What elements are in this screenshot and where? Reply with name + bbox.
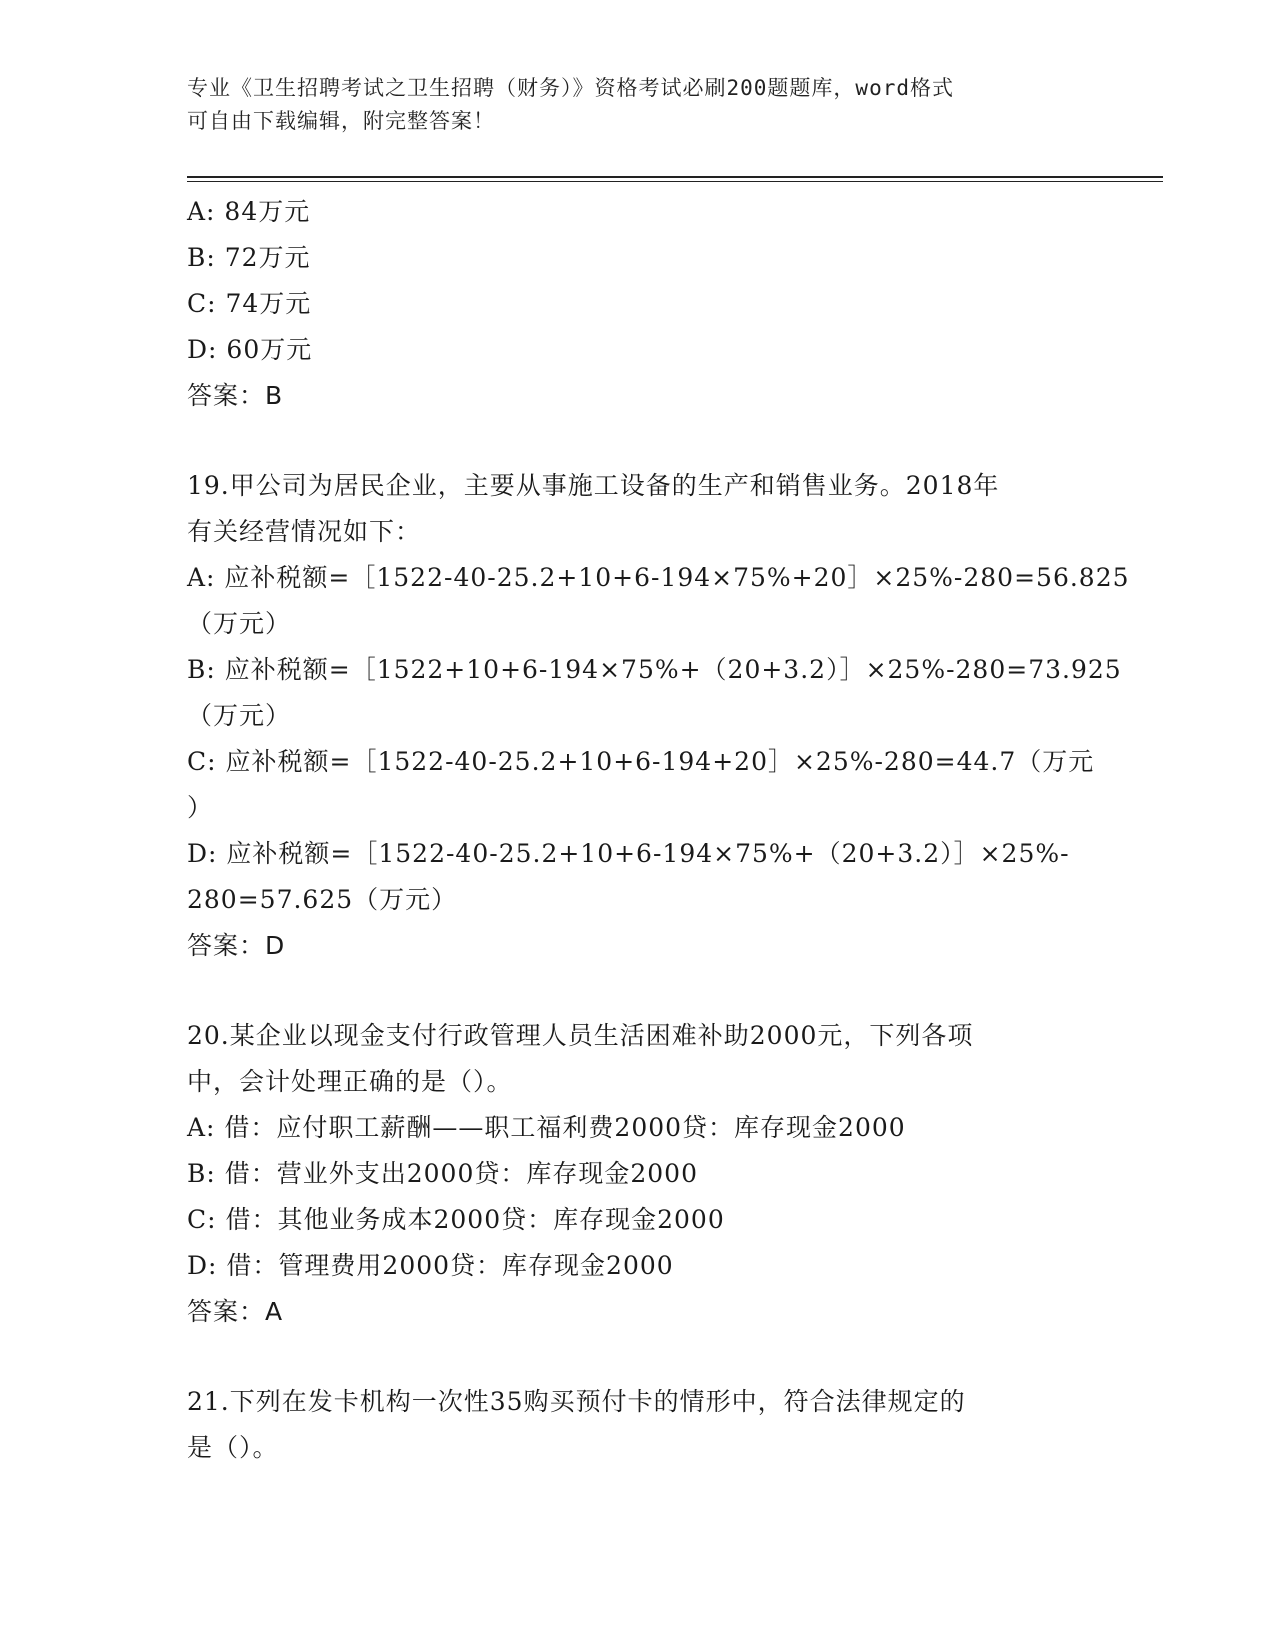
header-line-1: 专业《卫生招聘考试之卫生招聘（财务）》资格考试必刷200题题库，word格式 — [187, 76, 954, 100]
option-d-cont: 280=57.625（万元） — [187, 885, 458, 914]
option-b: B: 72万元 — [187, 243, 311, 272]
option-d: D: 应补税额=［1522-40-25.2+10+6-194×75%+（20+3.2）］×25%- — [187, 839, 1070, 868]
option-d: D: 60万元 — [187, 335, 313, 364]
answer-line: 答案：A — [187, 1297, 284, 1326]
header-line-2: 可自由下载编辑，附完整答案！ — [187, 109, 495, 133]
option-c: C: 应补税额=［1522-40-25.2+10+6-194+20］×25%-280=44.7（万元 — [187, 747, 1095, 776]
document-body — [187, 189, 1130, 1471]
answer-line: 答案：D — [187, 931, 286, 960]
question-stem: 有关经营情况如下： — [187, 517, 422, 546]
question-stem: 20.某企业以现金支付行政管理人员生活困难补助2000元，下列各项 — [187, 1021, 974, 1050]
question-stem: 21.下列在发卡机构一次性35购买预付卡的情形中，符合法律规定的 — [187, 1387, 966, 1416]
option-b: B: 借：营业外支出2000贷：库存现金2000 — [187, 1159, 698, 1188]
option-c-cont: ） — [187, 793, 214, 822]
option-d: D: 借：管理费用2000贷：库存现金2000 — [187, 1251, 674, 1280]
option-a: A: 借：应付职工薪酬——职工福利费2000贷：库存现金2000 — [187, 1113, 906, 1142]
question-20 — [187, 1013, 1087, 1335]
option-a: A: 84万元 — [187, 197, 311, 226]
question-stem: 是（）。 — [187, 1433, 279, 1462]
header-rule-thin — [187, 181, 1163, 182]
question-stem: 中，会计处理正确的是（）。 — [187, 1067, 513, 1096]
option-b: B: 应补税额=［1522+10+6-194×75%+（20+3.2）］×25%-280=73.925 — [187, 655, 1122, 684]
option-b-cont: （万元） — [187, 701, 292, 730]
document-header — [187, 72, 1067, 138]
question-19 — [187, 463, 1130, 969]
option-a: A: 应补税额=［1522-40-25.2+10+6-194×75%+20］×25%-280=56.825 — [187, 563, 1130, 592]
option-a-cont: （万元） — [187, 609, 292, 638]
header-rule-thick — [187, 176, 1163, 178]
question-18-tail — [187, 189, 1087, 419]
question-21 — [187, 1379, 1087, 1471]
option-c: C: 借：其他业务成本2000贷：库存现金2000 — [187, 1205, 725, 1234]
answer-line: 答案：B — [187, 381, 284, 410]
option-c: C: 74万元 — [187, 289, 312, 318]
question-stem: 19.甲公司为居民企业，主要从事施工设备的生产和销售业务。2018年 — [187, 471, 1000, 500]
